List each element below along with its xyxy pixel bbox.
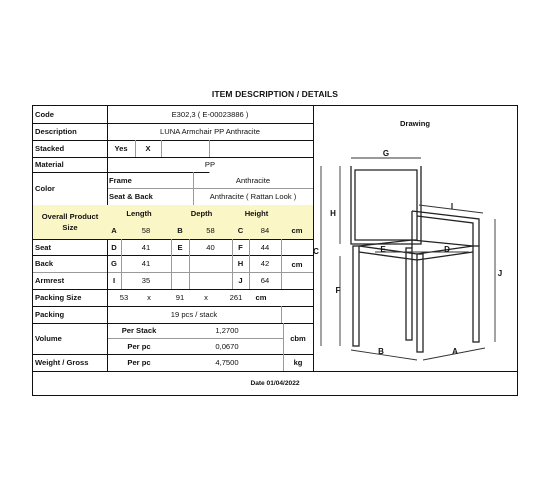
drawing-letter-b: B bbox=[378, 347, 384, 356]
weight-per-pc-label: Per pc bbox=[127, 358, 151, 367]
leg-rear-left bbox=[353, 246, 359, 346]
leg-rear-right bbox=[406, 248, 412, 340]
code-label: Code bbox=[35, 110, 54, 119]
frame-label: Frame bbox=[109, 175, 132, 185]
back-h-letter: H bbox=[237, 259, 244, 268]
packing-size-x2: x bbox=[204, 293, 208, 302]
drawing-letter-a: A bbox=[452, 347, 458, 356]
code-value: E302,3 ( E-00023886 ) bbox=[171, 110, 249, 119]
drawing-letter-c: C bbox=[313, 247, 319, 256]
armrest-i-letter: I bbox=[112, 276, 116, 285]
dim-b bbox=[351, 350, 417, 360]
weight-label: Weight / Gross bbox=[35, 358, 89, 367]
seat-f-value: 44 bbox=[260, 242, 270, 252]
volume-unit: cbm bbox=[290, 334, 306, 343]
volume-per-pc-label: Per pc bbox=[127, 341, 151, 351]
back-h-value: 42 bbox=[260, 259, 270, 268]
chair-back-panel bbox=[355, 170, 417, 240]
packing-value: 19 pcs / stack bbox=[170, 310, 218, 319]
packing-label: Packing bbox=[35, 310, 65, 319]
back-g-letter: G bbox=[111, 259, 117, 268]
seat-e-value: 40 bbox=[206, 242, 215, 252]
seat-back-value: Anthracite ( Rattan Look ) bbox=[209, 192, 297, 201]
chair-back-frame bbox=[351, 166, 421, 244]
material-label: Material bbox=[35, 160, 64, 169]
packing-size-v1: 53 bbox=[119, 293, 129, 302]
size-b-letter: B bbox=[171, 222, 189, 239]
description-value: LUNA Armchair PP Anthracite bbox=[160, 127, 260, 136]
packing-size-unit: cm bbox=[255, 293, 267, 302]
item-details-sheet bbox=[32, 105, 518, 396]
armrest-frame bbox=[412, 211, 479, 248]
page-title: ITEM DESCRIPTION / DETAILS bbox=[211, 89, 339, 99]
armrest-j-letter: J bbox=[238, 276, 243, 285]
stacked-label: Stacked bbox=[35, 144, 65, 153]
seat-edge bbox=[359, 252, 473, 260]
seat-e-letter: E bbox=[177, 242, 183, 252]
drawing-letter-f: F bbox=[335, 286, 341, 295]
stacked-mark: X bbox=[145, 144, 151, 153]
stacked-yes: Yes bbox=[114, 144, 128, 153]
drawing-letter-j: J bbox=[497, 269, 503, 278]
chair-drawing bbox=[33, 106, 517, 371]
drawing-label: Drawing bbox=[400, 118, 430, 128]
per-stack-value: 1,2700 bbox=[215, 326, 239, 335]
volume-per-pc-value: 0,0670 bbox=[215, 341, 239, 351]
drawing-letter-i: I bbox=[450, 202, 454, 211]
seat-d-letter: D bbox=[111, 242, 117, 252]
drawing-letter-e: E bbox=[380, 245, 386, 254]
size-c-letter: C bbox=[232, 222, 249, 239]
seat-f-letter: F bbox=[238, 242, 243, 252]
armrest-j-value: 64 bbox=[260, 276, 270, 285]
seat-back-label: Seat & Back bbox=[109, 192, 153, 201]
drawing-letter-h: H bbox=[330, 209, 336, 218]
drawing-letter-g: G bbox=[382, 149, 390, 158]
size-c-value: 84 bbox=[249, 222, 281, 239]
packing-size-label: Packing Size bbox=[35, 293, 82, 302]
packing-size-v2: 91 bbox=[175, 293, 185, 302]
packing-size-x1: x bbox=[147, 293, 151, 302]
leg-front-right bbox=[473, 246, 479, 342]
per-stack-label: Per Stack bbox=[121, 326, 157, 335]
size-b-value: 58 bbox=[189, 222, 232, 239]
seat-label: Seat bbox=[35, 242, 52, 252]
size-a-value: 58 bbox=[121, 222, 171, 239]
depth-header: Depth bbox=[171, 205, 232, 222]
back-label: Back bbox=[35, 259, 54, 268]
armrest-label: Armrest bbox=[35, 276, 65, 285]
weight-value: 4,7500 bbox=[215, 358, 239, 367]
seat-d-value: 41 bbox=[141, 242, 151, 252]
frame-value: Anthracite bbox=[235, 175, 271, 185]
height-header: Height bbox=[232, 205, 281, 222]
material-value: PP bbox=[204, 160, 216, 169]
back-g-value: 41 bbox=[141, 259, 151, 268]
drawing-letter-d: D bbox=[444, 245, 450, 254]
length-header: Length bbox=[107, 205, 171, 222]
weight-unit: kg bbox=[293, 358, 303, 367]
description-label: Description bbox=[35, 127, 77, 136]
volume-label: Volume bbox=[35, 334, 62, 343]
size-a-letter: A bbox=[107, 222, 121, 239]
packing-size-v3: 261 bbox=[229, 293, 243, 302]
color-label: Color bbox=[35, 184, 55, 193]
size-unit: cm bbox=[281, 222, 313, 239]
footer-date: Date 01/04/2022 bbox=[250, 379, 300, 387]
armrest-i-value: 35 bbox=[141, 276, 151, 285]
overall-size-label: Overall Product Size bbox=[33, 205, 107, 239]
seat-back-unit: cm bbox=[291, 259, 303, 269]
leg-front-left bbox=[417, 254, 423, 352]
